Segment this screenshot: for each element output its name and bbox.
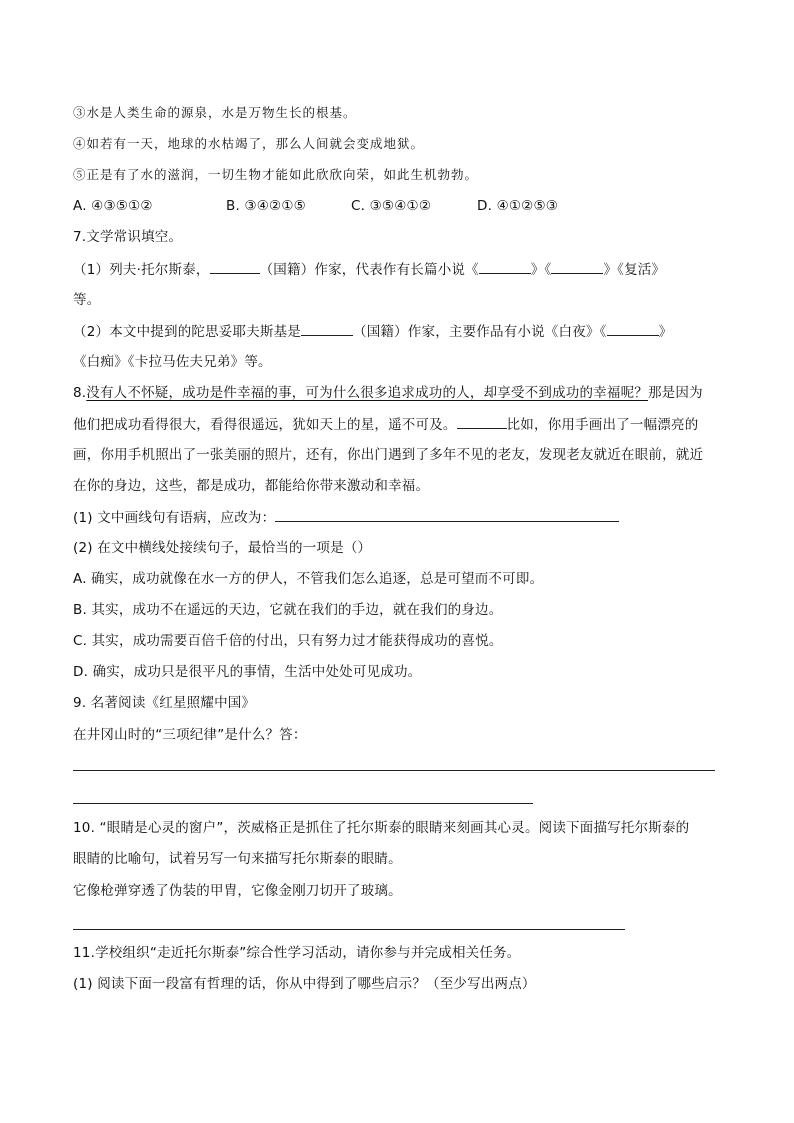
q10-example: 它像枪弹穿透了伪装的甲胄，它像金刚刀切开了玻璃。 bbox=[73, 883, 402, 899]
q6-option-d[interactable]: D. ④①②⑤③ bbox=[477, 198, 559, 214]
sentence-4: ④如若有一天，地球的水枯竭了，那么人间就会变成地狱。 bbox=[73, 136, 425, 151]
q8-option-c[interactable]: C. 其实，成功需要百倍千倍的付出，只有努力过才能获得成功的喜悦。 bbox=[73, 633, 503, 649]
q10-line2: 眼睛的比喻句，试着另写一句来描写托尔斯泰的眼睛。 bbox=[73, 851, 402, 867]
q9-answer-line-1[interactable] bbox=[73, 770, 715, 771]
q7-p2-text-b: （国籍）作家，主要作品有小说《白夜》《 bbox=[353, 324, 607, 340]
q7-part2-end: 《白痴》《卡拉马佐夫兄弟》等。 bbox=[73, 354, 272, 370]
q7-part1-end: 等。 bbox=[73, 292, 101, 308]
sentence-3: ③水是人类生命的源泉，水是万物生长的根基。 bbox=[73, 105, 357, 120]
q7-blank-novel-1[interactable] bbox=[479, 259, 531, 274]
q7-part1 bbox=[73, 259, 665, 280]
sentence-5: ⑤正是有了水的滋润，一切生物才能如此欣欣向荣，如此生机勃勃。 bbox=[73, 167, 479, 182]
q11-line1: 11.学校组织“走近托尔斯泰”综合性学习活动，请你参与并完成相关任务。 bbox=[73, 945, 521, 961]
q7-blank-novel-2[interactable] bbox=[551, 259, 603, 274]
q7-part2 bbox=[73, 321, 672, 342]
q8-text-line3: 画，你用手机照出了一张美丽的照片，还有，你出门遇到了多年不见的老友，发现老友就近在眼前，就近 bbox=[73, 447, 704, 463]
q8-text-line2-tail: 比如，你用手画出了一幅漂亮的 bbox=[506, 417, 699, 433]
q8-blank[interactable] bbox=[457, 414, 507, 429]
q11-line2: (1) 阅读下面一段富有哲理的话，你从中得到了哪些启示？（至少写出两点） bbox=[73, 976, 536, 992]
q7-title: 7.文学常识填空。 bbox=[73, 229, 183, 245]
q8-option-b[interactable]: B. 其实，成功不在遥远的天边，它就在我们的手边，就在我们的身边。 bbox=[73, 602, 503, 618]
q8-option-d[interactable]: D. 确实，成功只是很平凡的事情，生活中处处可见成功。 bbox=[73, 664, 422, 680]
q7-p1-text-a: （1）列夫·托尔斯泰， bbox=[73, 262, 210, 278]
q8-sub1 bbox=[73, 507, 619, 528]
q8-sub1-label: (1) 文中画线句有语病，应改为： bbox=[73, 510, 276, 526]
q9-question: 在井冈山时的“三项纪律”是什么？答： bbox=[73, 727, 307, 743]
q8-text-line4: 在你的身边，这些，都是成功，都能给你带来激动和幸福。 bbox=[73, 478, 430, 494]
q8-text-line1 bbox=[73, 383, 703, 403]
q8-option-a[interactable]: A. 确实，成功就像在水一方的伊人，不管我们怎么追逐，总是可望而不可即。 bbox=[73, 571, 544, 587]
q6-option-c[interactable]: C. ③⑤④①② bbox=[351, 198, 432, 214]
q7-p1-text-b: （国籍）作家，代表作有长篇小说《 bbox=[259, 262, 479, 278]
q6-option-b[interactable]: B. ③④②①⑤ bbox=[226, 198, 306, 214]
q7-blank-nationality-1[interactable] bbox=[210, 259, 260, 274]
q7-p1-text-c: 》《 bbox=[530, 262, 552, 278]
q8-text-line2 bbox=[73, 414, 698, 435]
q7-blank-nationality-2[interactable] bbox=[301, 321, 353, 336]
q8-text-line1-tail: 那是因为 bbox=[647, 385, 703, 401]
q8-sub2: (2) 在文中横线处接续句子，最恰当的一项是（） bbox=[73, 540, 372, 556]
q8-text-line2-head: 他们把成功看得很大，看得很遥远，犹如天上的星，遥不可及。 bbox=[73, 417, 457, 433]
q7-p2-text-c: 》 bbox=[658, 324, 673, 340]
q9-answer-line-2[interactable] bbox=[73, 803, 533, 804]
q10-answer-line[interactable] bbox=[73, 929, 625, 930]
q7-blank-novel-3[interactable] bbox=[607, 321, 659, 336]
q7-p2-text-a: （2）本文中提到的陀思妥耶夫斯基是 bbox=[73, 324, 301, 340]
q7-p1-text-d: 》《复活》 bbox=[603, 262, 666, 278]
q9-title: 9. 名著阅读《红星照耀中国》 bbox=[73, 695, 256, 711]
q10-line1: 10. “眼睛是心灵的窗户”，茨威格正是抓住了托尔斯泰的眼睛来刻画其心灵。阅读下面描写托尔斯泰的 bbox=[73, 820, 690, 836]
q8-underlined-sentence: 没有人不怀疑，成功是件幸福的事，可为什么很多追求成功的人，却享受不到成功的幸福呢？ bbox=[86, 385, 648, 401]
q6-option-a[interactable]: A. ④③⑤①② bbox=[73, 198, 153, 214]
q8-number: 8. bbox=[73, 385, 87, 401]
q8-sub1-answer-line[interactable] bbox=[275, 507, 619, 522]
